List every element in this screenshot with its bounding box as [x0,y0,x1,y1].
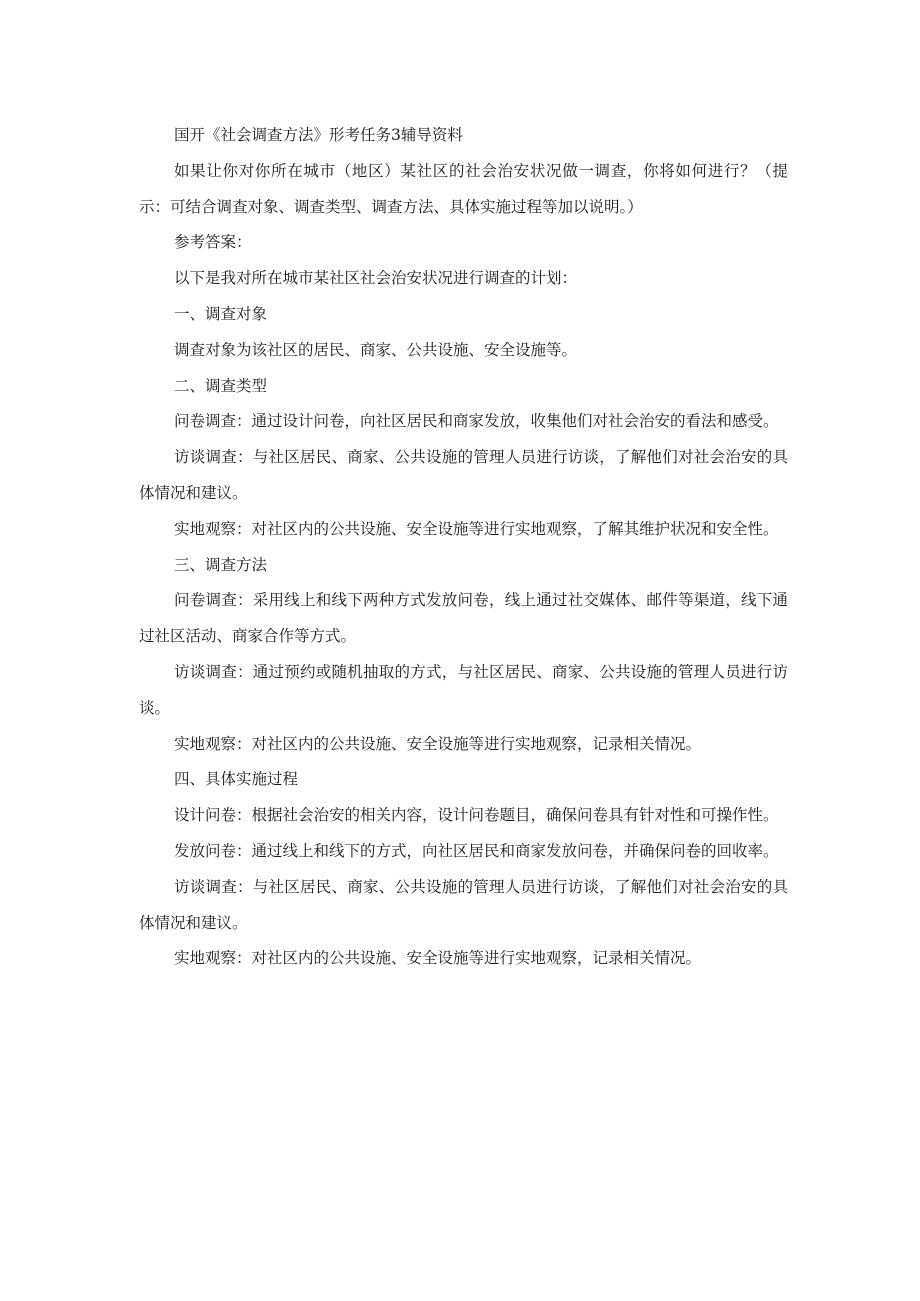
section-heading: 一、调查对象 [174,304,268,323]
document-title: 国开《社会调查方法》形考任务3辅导资料 [174,126,463,144]
section-paragraph: 设计问卷：根据社会治安的相关内容，设计问卷题目，确保问卷具有针对性和可操作性。 [174,806,779,825]
section-paragraph: 问卷调查：通过设计问卷，向社区居民和商家发放，收集他们对社会治安的看法和感受。 [174,412,779,431]
section-paragraph: 实地观察：对社区内的公共设施、安全设施等进行实地观察，记录相关情况。 [174,949,702,968]
section-heading: 四、具体实施过程 [174,770,299,789]
section-paragraph: 实地观察：对社区内的公共设施、安全设施等进行实地观察，了解其维护状况和安全性。 [174,519,779,538]
section-paragraph: 实地观察：对社区内的公共设施、安全设施等进行实地观察，记录相关情况。 [174,734,702,753]
question-text: 如果让你对你所在城市（地区）某社区的社会治安状况做一调查，你将如何进行？（提示：可结合调查对象、调查类型、调查方法、具体实施过程等加以说明。） [139,161,788,216]
intro-text: 以下是我对所在城市某社区社会治安状况进行调查的计划： [174,269,578,288]
section-paragraph: 问卷调查：采用线上和线下两种方式发放问卷，线上通过社交媒体、邮件等渠道，线下通过社区活动、商家合作等方式。 [139,591,788,646]
section-paragraph: 访谈调查：与社区居民、商家、公共设施的管理人员进行访谈，了解他们对社会治安的具体情况和建议。 [139,448,788,502]
section-paragraph: 发放问卷：通过线上和线下的方式，向社区居民和商家发放问卷，并确保问卷的回收率。 [174,841,779,860]
section-heading: 三、调查方法 [174,555,268,574]
section-heading: 二、调查类型 [174,376,268,395]
section-paragraph: 访谈调查：通过预约或随机抽取的方式，与社区居民、商家、公共设施的管理人员进行访谈。 [139,662,788,717]
section-paragraph: 访谈调查：与社区居民、商家、公共设施的管理人员进行访谈，了解他们对社会治安的具体情况和建议。 [139,877,788,932]
section-paragraph: 调查对象为该社区的居民、商家、公共设施、安全设施等。 [174,340,578,359]
answer-label: 参考答案： [174,233,252,252]
